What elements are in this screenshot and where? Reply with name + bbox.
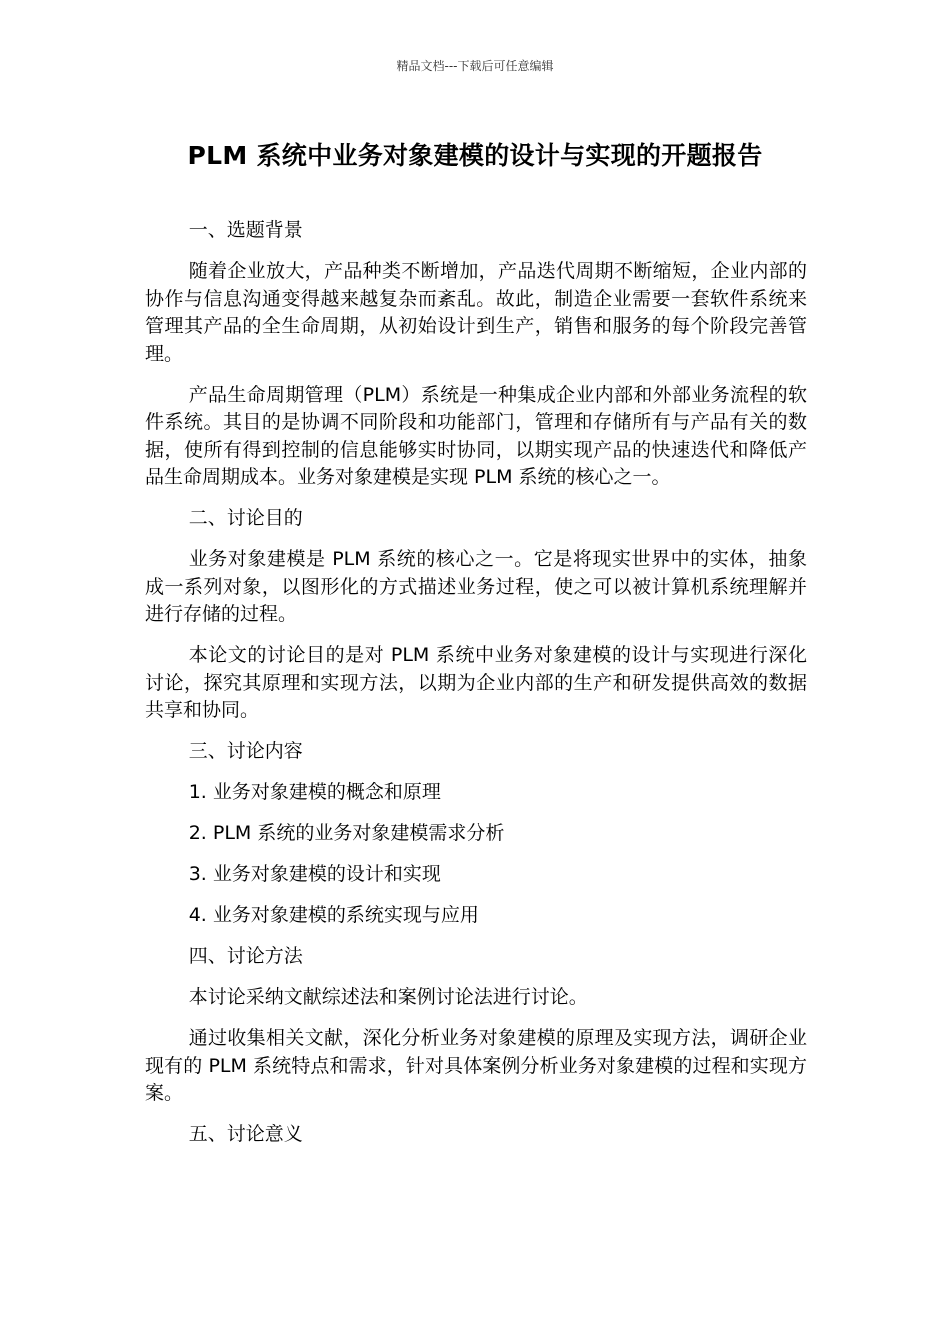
content-list-item-4: 4. 业务对象建模的系统实现与应用: [188, 904, 479, 926]
paragraph-purpose-1: 业务对象建模是 PLM 系统的核心之一。它是将现实世界中的实体，抽象成一系列对象，以图形化的方式描述业务过程，使之可以被计算机系统理解并进行存储的过程。: [145, 548, 807, 625]
section-heading-method: 四、讨论方法: [188, 945, 303, 967]
content-list-item-1: 1. 业务对象建模的概念和原理: [188, 781, 441, 803]
section-heading-content: 三、讨论内容: [188, 740, 303, 762]
section-heading-significance: 五、讨论意义: [188, 1123, 303, 1145]
paragraph-background-2: 产品生命周期管理（PLM）系统是一种集成企业内部和外部业务流程的软件系统。其目的是协调不同阶段和功能部门，管理和存储所有与产品有关的数据，使所有得到控制的信息能够实时协同，以期实现产品的快速迭代和降低产品生命周期成本。业务对象建模是实现 PLM 系统的核心之一。: [145, 383, 807, 488]
paragraph-purpose-2: 本论文的讨论目的是对 PLM 系统中业务对象建模的设计与实现进行深化讨论，探究其原理和实现方法，以期为企业内部的生产和研发提供高效的数据共享和协同。: [145, 644, 807, 721]
section-heading-background: 一、选题背景: [188, 219, 303, 241]
page-header: 精品文档---下载后可任意编辑: [396, 59, 554, 73]
document-body: [145, 217, 807, 1162]
document-title: PLM 系统中业务对象建模的设计与实现的开题报告: [187, 141, 763, 170]
paragraph-method-1: 本讨论采纳文献综述法和案例讨论法进行讨论。: [188, 986, 588, 1008]
paragraph-method-2: 通过收集相关文献，深化分析业务对象建模的原理及实现方法，调研企业现有的 PLM 系统特点和需求，针对具体案例分析业务对象建模的过程和实现方案。: [145, 1027, 807, 1104]
content-list-item-2: 2. PLM 系统的业务对象建模需求分析: [188, 822, 505, 844]
paragraph-background-1: 随着企业放大，产品种类不断增加，产品迭代周期不断缩短，企业内部的协作与信息沟通变得越来越复杂而紊乱。故此，制造企业需要一套软件系统来管理其产品的全生命周期，从初始设计到生产，销售和服务的每个阶段完善管理。: [145, 260, 807, 365]
content-list-item-3: 3. 业务对象建模的设计和实现: [188, 863, 441, 885]
section-heading-purpose: 二、讨论目的: [188, 507, 303, 529]
